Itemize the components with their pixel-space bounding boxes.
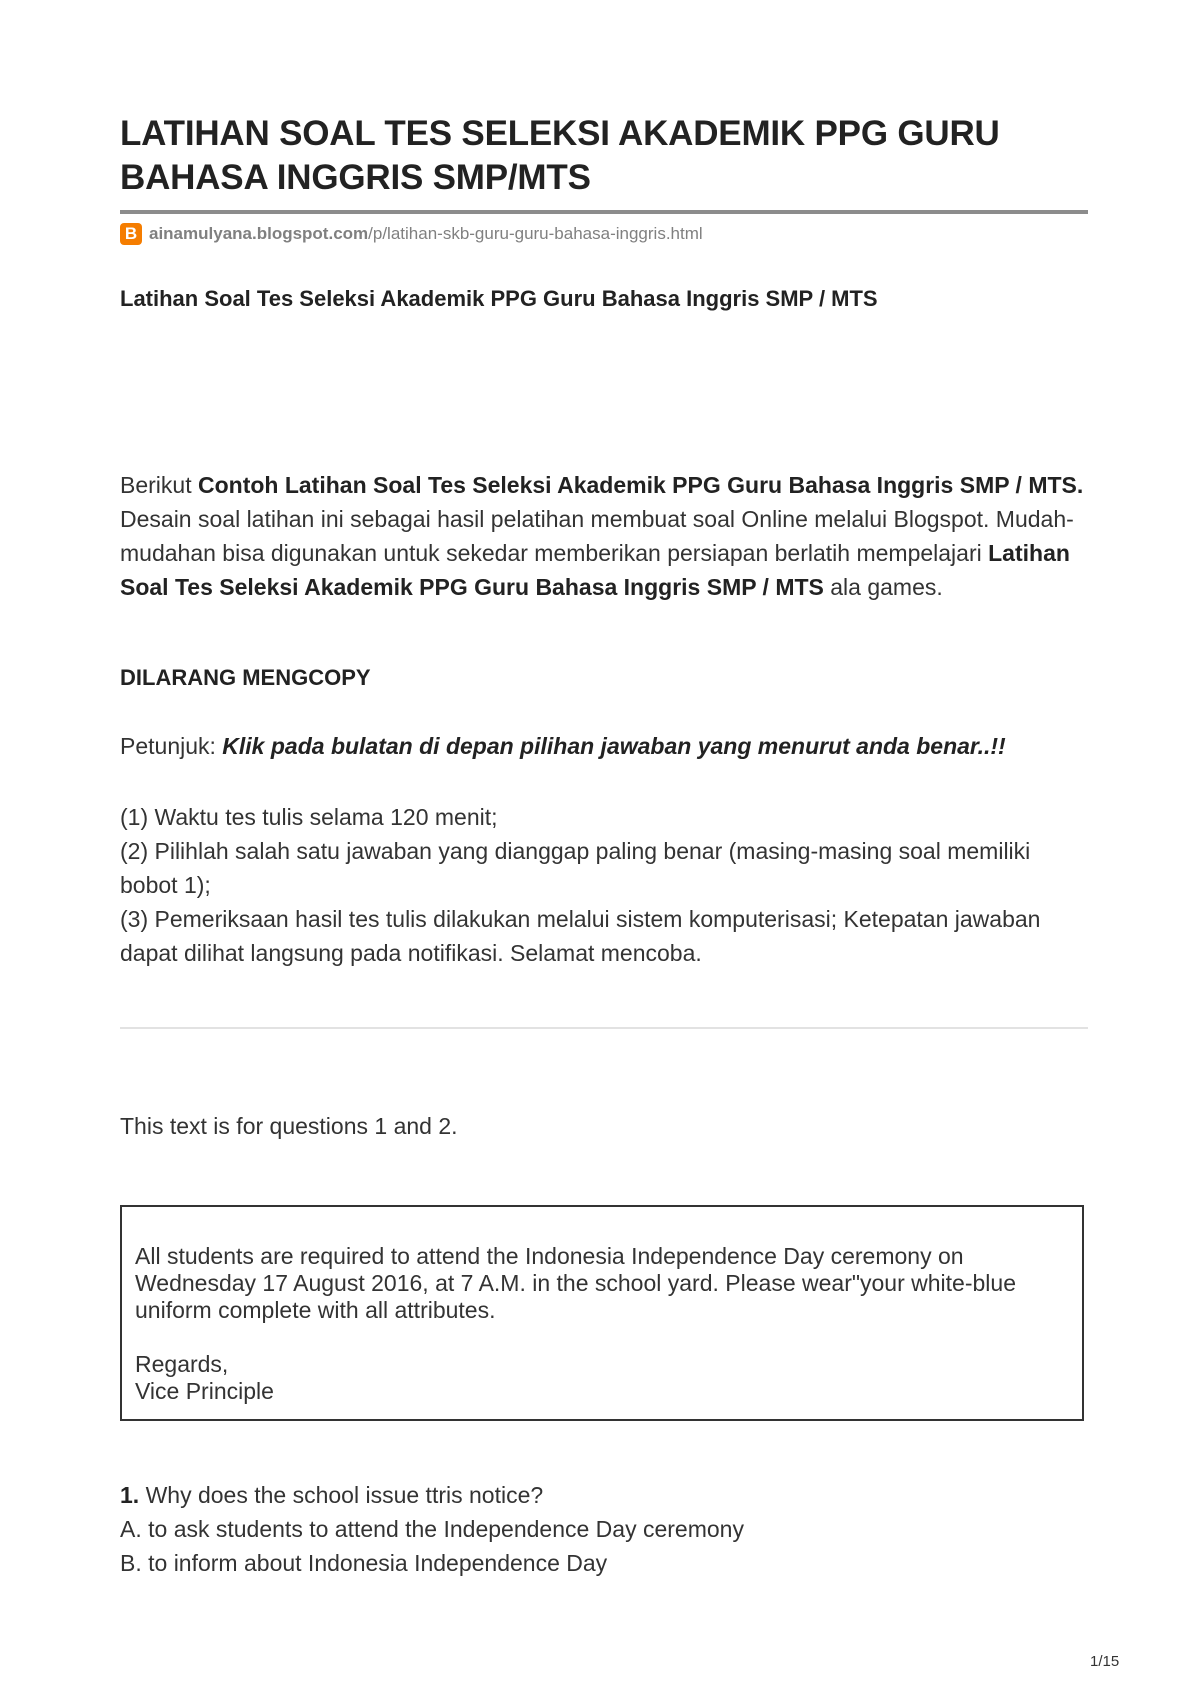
notice-box: [120, 1205, 1084, 1421]
question-stem: [120, 1478, 1088, 1512]
rule-item: (3) Pemeriksaan hasil tes tulis dilakukan melalui sistem komputerisasi; Ketepatan jawaban dapat dilihat langsung pada notifikasi. Selamat mencoba.: [120, 906, 1041, 966]
page-title: LATIHAN SOAL TES SELEKSI AKADEMIK PPG GURU BAHASA INGGRIS SMP/MTS: [120, 114, 1000, 197]
passage-intro: This text is for questions 1 and 2.: [120, 1113, 458, 1139]
answer-option-a[interactable]: A. to ask students to attend the Independence Day ceremony: [120, 1516, 744, 1542]
intro-text-1: Berikut: [120, 472, 198, 498]
instructions-label: Petunjuk:: [120, 733, 223, 759]
copy-warning: DILARANG MENGCOPY: [120, 665, 371, 690]
source-link[interactable]: [120, 222, 703, 246]
question-1: [120, 1478, 1088, 1580]
intro-text-2: Desain soal latihan ini sebagai hasil pelatihan membuat soal Online melalui Blogspot. Mudah-mudahan bisa digunakan untuk sekedar memberikan persiapan berlatih mempelajari: [120, 506, 1074, 566]
section-divider: [120, 1027, 1088, 1029]
instructions: [120, 733, 1006, 760]
question-number: 1.: [120, 1482, 140, 1508]
question-text: Why does the school issue ttris notice?: [139, 1482, 544, 1508]
intro-bold-2: Latihan Soal Tes Seleksi Akademik PPG Guru Bahasa Inggris SMP / MTS: [120, 540, 1070, 600]
intro-text-3: ala games.: [823, 574, 943, 600]
source-domain: ainamulyana.blogspot.com: [149, 224, 369, 243]
intro-paragraph: [120, 468, 1088, 604]
page-number: 1/15: [1090, 1653, 1120, 1670]
blogger-icon: B: [120, 223, 142, 245]
title-divider: [120, 210, 1088, 214]
notice-signer: Vice Principle: [135, 1378, 274, 1404]
source-path: /p/latihan-skb-guru-guru-bahasa-inggris.html: [368, 224, 703, 243]
intro-bold-1: Contoh Latihan Soal Tes Seleksi Akademik PPG Guru Bahasa Inggris SMP / MTS.: [197, 472, 1084, 498]
rules-list: [120, 800, 1088, 970]
notice-body: All students are required to attend the Indonesia Independence Day ceremony on Wednesday 17 August 2016, at 7 A.M. in the school yard. Please wear"your white-blue uniform complete with all attributes.: [135, 1243, 1016, 1323]
post-subtitle: Latihan Soal Tes Seleksi Akademik PPG Guru Bahasa Inggris SMP / MTS: [120, 286, 878, 311]
notice-regards: Regards,: [135, 1351, 229, 1377]
answer-option-b[interactable]: B. to inform about Indonesia Independence Day: [120, 1550, 608, 1576]
instructions-text: Klik pada bulatan di depan pilihan jawaban yang menurut anda benar..!!: [222, 733, 1006, 759]
rule-item: (1) Waktu tes tulis selama 120 menit;: [120, 804, 498, 830]
rule-item: (2) Pilihlah salah satu jawaban yang dianggap paling benar (masing-masing soal memiliki bobot 1);: [120, 838, 1031, 898]
